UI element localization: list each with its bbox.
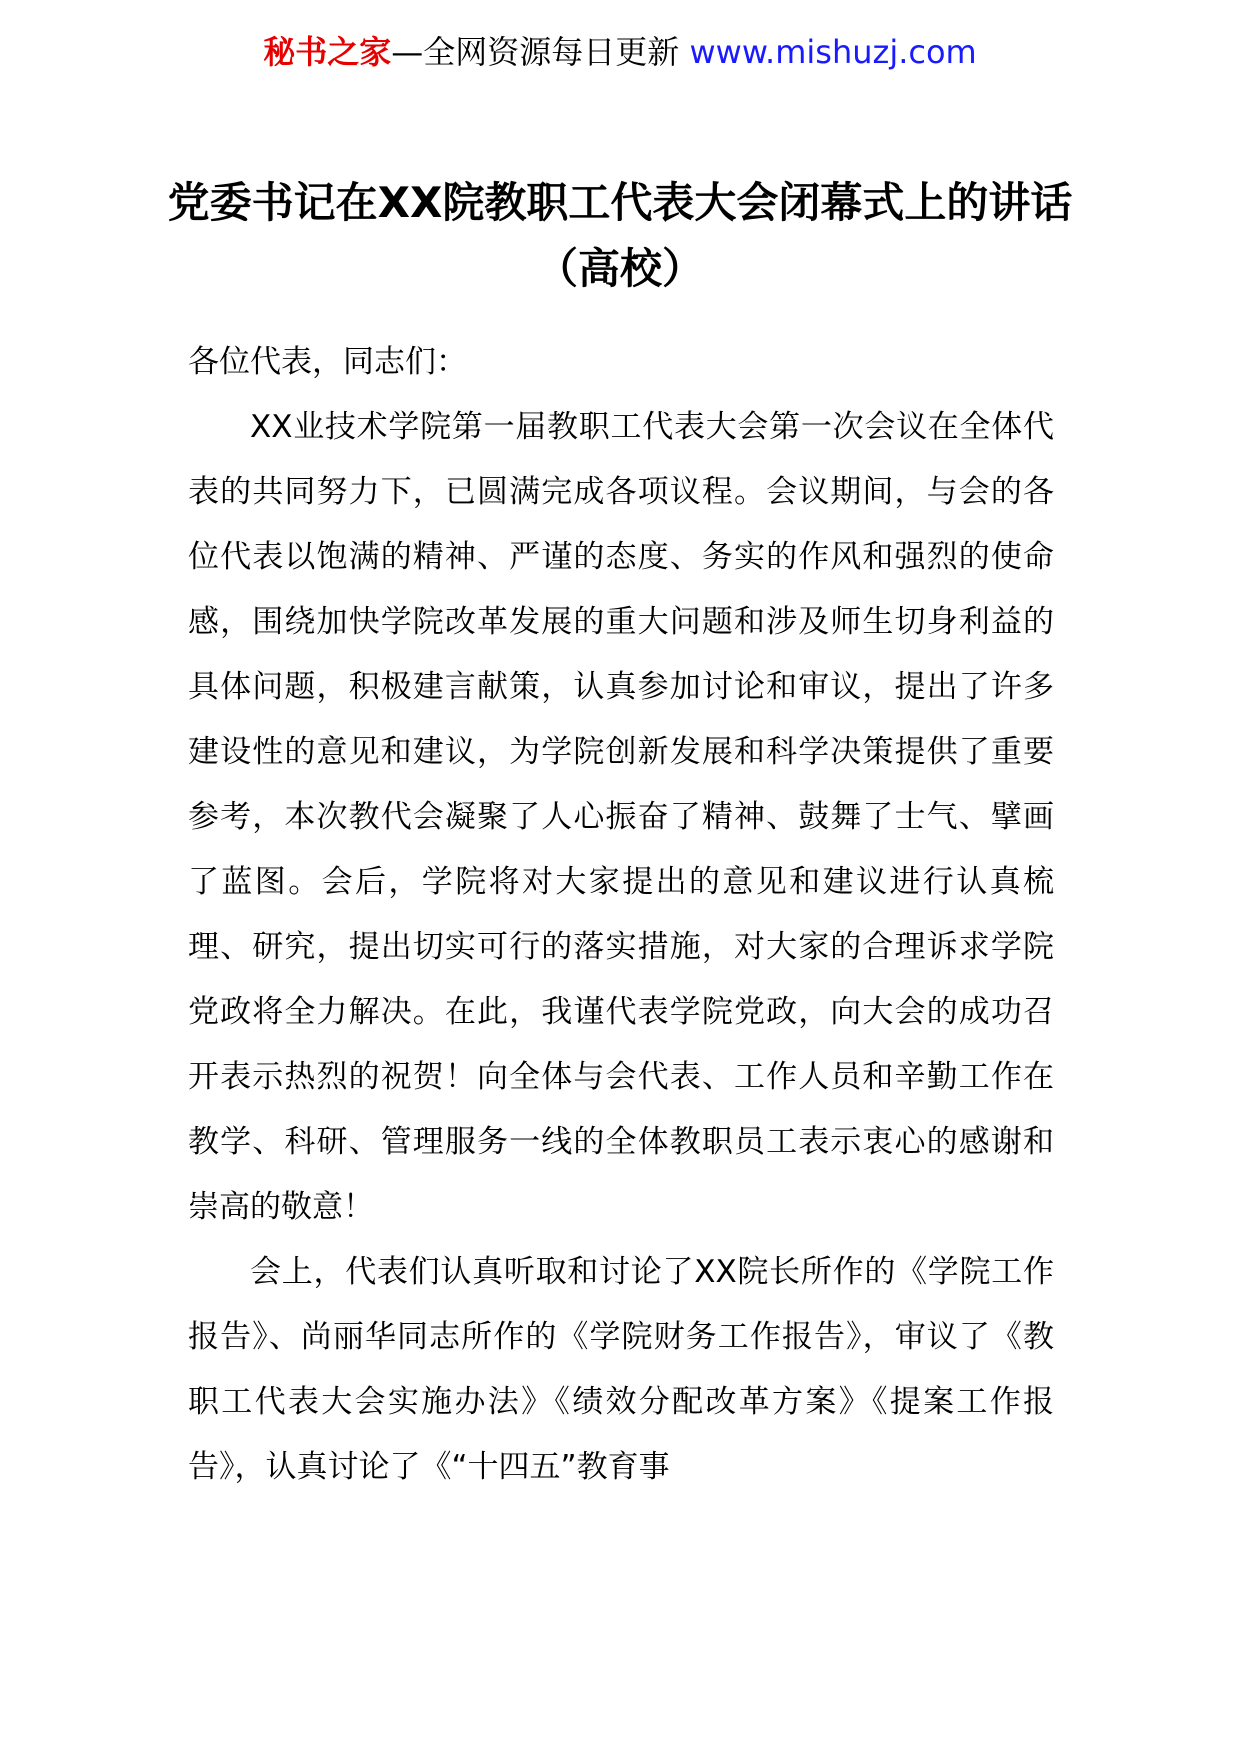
document-body — [188, 330, 1054, 1500]
salutation: 各位代表，同志们： — [188, 344, 467, 380]
document-title: 党委书记在XX院教职工代表大会闭幕式上的讲话（高校） — [167, 178, 1073, 293]
paragraph: XX业技术学院第一届教职工代表大会第一次会议在全体代表的共同努力下，已圆满完成各项议程。会议期间，与会的各位代表以饱满的精神、严谨的态度、务实的作风和强烈的使命感，围绕加快学院改革发展的重大问题和涉及师生切身利益的具体问题，积极建言献策，认真参加讨论和审议，提出了许多建设性的意见和建议，为学院创新发展和科学决策提供了重要参考，本次教代会凝聚了人心振奋了精神、鼓舞了士气、擘画了蓝图。会后，学院将对大家提出的意见和建议进行认真梳理、研究，提出切实可行的落实措施，对大家的合理诉求学院党政将全力解决。在此，我谨代表学院党政，向大会的成功召开表示热烈的祝贺！向全体与会代表、工作人员和辛勤工作在教学、科研、管理服务一线的全体教职员工表示衷心的感谢和崇高的敬意！ — [188, 409, 1054, 1225]
paragraph: 会上，代表们认真听取和讨论了XX院长所作的《学院工作报告》、尚丽华同志所作的《学院财务工作报告》，审议了《教职工代表大会实施办法》《绩效分配改革方案》《提案工作报告》，认真讨论了《“十四五”教育事 — [188, 1254, 1054, 1485]
site-tagline: —全网资源每日更新 — [391, 33, 680, 71]
site-header — [0, 30, 1240, 74]
site-brand: 秘书之家 — [263, 33, 392, 71]
site-url-link[interactable]: www.mishuzj.com — [689, 33, 977, 71]
